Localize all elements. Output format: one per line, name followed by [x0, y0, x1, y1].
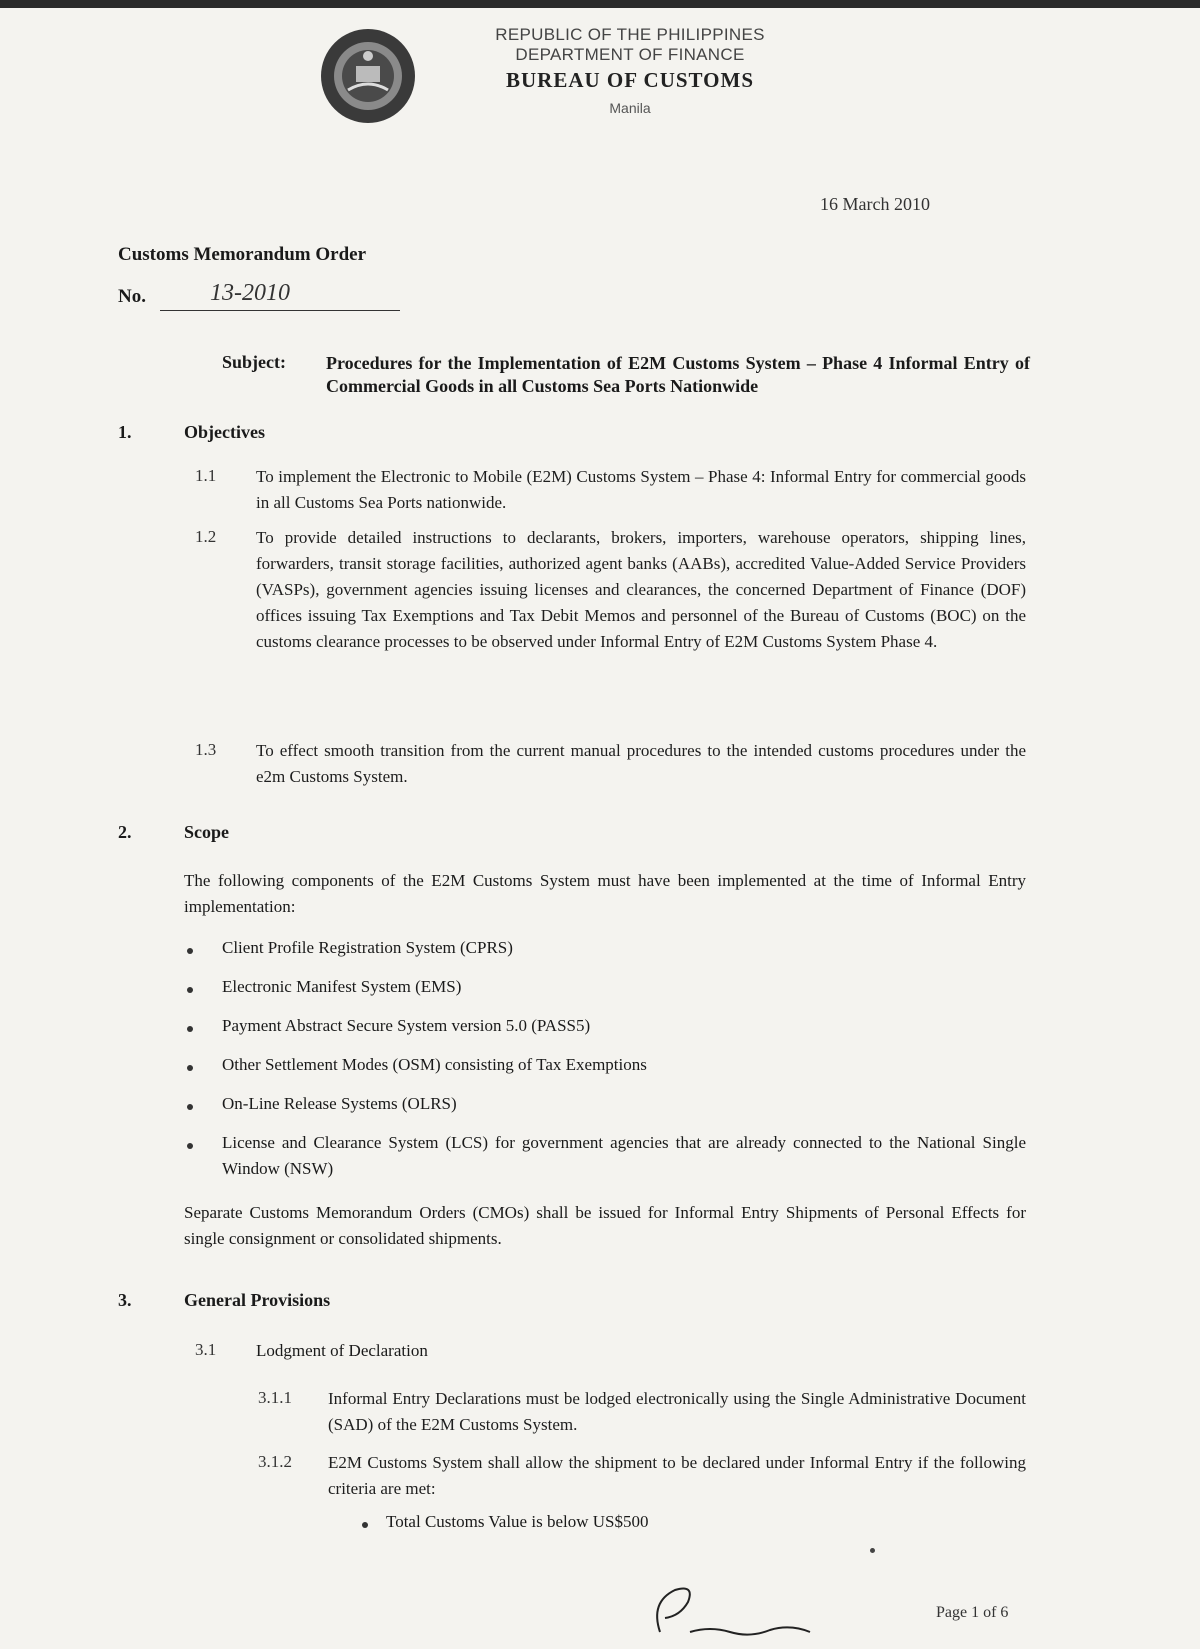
scope-bullet-olrs: On-Line Release Systems (OLRS) — [222, 1094, 457, 1113]
section-3-title: General Provisions — [184, 1290, 331, 1310]
scan-edge — [0, 0, 1200, 8]
department-line: DEPARTMENT OF FINANCE — [515, 45, 745, 64]
item-3-1-1-text: Informal Entry Declarations must be lodged electronically using the Single Administrative Document (SAD) of the E2M Customs System. — [328, 1389, 1026, 1434]
bullet-dot — [187, 1065, 193, 1071]
order-no-underline — [160, 310, 400, 311]
item-1-3-number: 1.3 — [195, 740, 217, 759]
bureau-seal-icon — [318, 26, 418, 126]
letterhead — [420, 24, 840, 121]
section-2-number: 2. — [118, 822, 132, 842]
item-3-1-2-text: E2M Customs System shall allow the shipment to be declared under Informal Entry if the following criteria are met: — [328, 1453, 1026, 1498]
section-3-number: 3. — [118, 1290, 132, 1310]
section-1-number: 1. — [118, 422, 132, 442]
item-1-1-text: To implement the Electronic to Mobile (E2M) Customs System – Phase 4: Informal Entry for commercial goods in all Customs Sea Ports nationwide. — [256, 467, 1026, 512]
page-number: Page 1 of 6 — [936, 1604, 1009, 1621]
scope-bullet-osm: Other Settlement Modes (OSM) consisting of Tax Exemptions — [222, 1055, 647, 1074]
bullet-dot — [187, 987, 193, 993]
republic-line: REPUBLIC OF THE PHILIPPINES — [495, 25, 765, 44]
section-2-title: Scope — [184, 822, 229, 842]
item-3-1-1-number: 3.1.1 — [258, 1388, 292, 1407]
scope-bullet-pass5: Payment Abstract Secure System version 5.0 (PASS5) — [222, 1016, 591, 1035]
subject-label: Subject: — [222, 352, 286, 372]
item-3-1-number: 3.1 — [195, 1340, 217, 1359]
bullet-dot — [187, 1104, 193, 1110]
item-3-1-2-number: 3.1.2 — [258, 1452, 292, 1471]
scope-closing: Separate Customs Memorandum Orders (CMOs) shall be issued for Informal Entry Shipments of Personal Effects for single consignment or consolidated shipments. — [184, 1203, 1026, 1248]
city-line: Manila — [609, 100, 651, 116]
section-1-title: Objectives — [184, 422, 265, 442]
order-no-label: No. — [118, 286, 146, 307]
item-1-3-text: To effect smooth transition from the current manual procedures to the intended customs procedures under the e2m Customs System. — [256, 741, 1026, 786]
document-date: 16 March 2010 — [820, 194, 930, 214]
bullet-dot — [187, 1026, 193, 1032]
item-1-1-number: 1.1 — [195, 466, 217, 485]
initials-signature-icon — [640, 1582, 840, 1642]
bureau-line: BUREAU OF CUSTOMS — [505, 68, 755, 92]
criteria-customs-value: Total Customs Value is below US$500 — [386, 1512, 649, 1531]
scan-speck — [870, 1548, 875, 1553]
order-no-handwritten: 13-2010 — [210, 280, 290, 306]
bullet-dot — [187, 948, 193, 954]
item-1-2-text: To provide detailed instructions to declarants, brokers, importers, warehouse operators, shipping lines, forwarders, transit storage facilities, authorized agent banks (AABs), accredited Value-Added Service Providers (VASPs), government agencies issuing licenses and clearances, the concerned Department of Finance (DOF) offices issuing Tax Exemptions and Tax Debit Memos and personnel of the Bureau of Customs (BOC) on the customs clearance processes to be observed under Informal Entry of E2M Customs System Phase 4. — [256, 528, 1026, 651]
bullet-dot — [362, 1522, 368, 1528]
scope-bullet-ems: Electronic Manifest System (EMS) — [222, 977, 462, 996]
order-title: Customs Memorandum Order — [118, 244, 367, 265]
scope-bullet-lcs: License and Clearance System (LCS) for government agencies that are already connected to the National Single Window (NSW) — [222, 1133, 1026, 1178]
bullet-dot — [187, 1143, 193, 1149]
subject-text: Procedures for the Implementation of E2M Customs System – Phase 4 Informal Entry of Commercial Goods in all Customs Sea Ports Nationwide — [326, 353, 1030, 396]
item-1-2-number: 1.2 — [195, 527, 217, 546]
scope-intro: The following components of the E2M Customs System must have been implemented at the time of Informal Entry implementation: — [184, 871, 1026, 916]
item-3-1-title: Lodgment of Declaration — [256, 1341, 428, 1360]
scope-bullet-cprs: Client Profile Registration System (CPRS) — [222, 938, 513, 957]
